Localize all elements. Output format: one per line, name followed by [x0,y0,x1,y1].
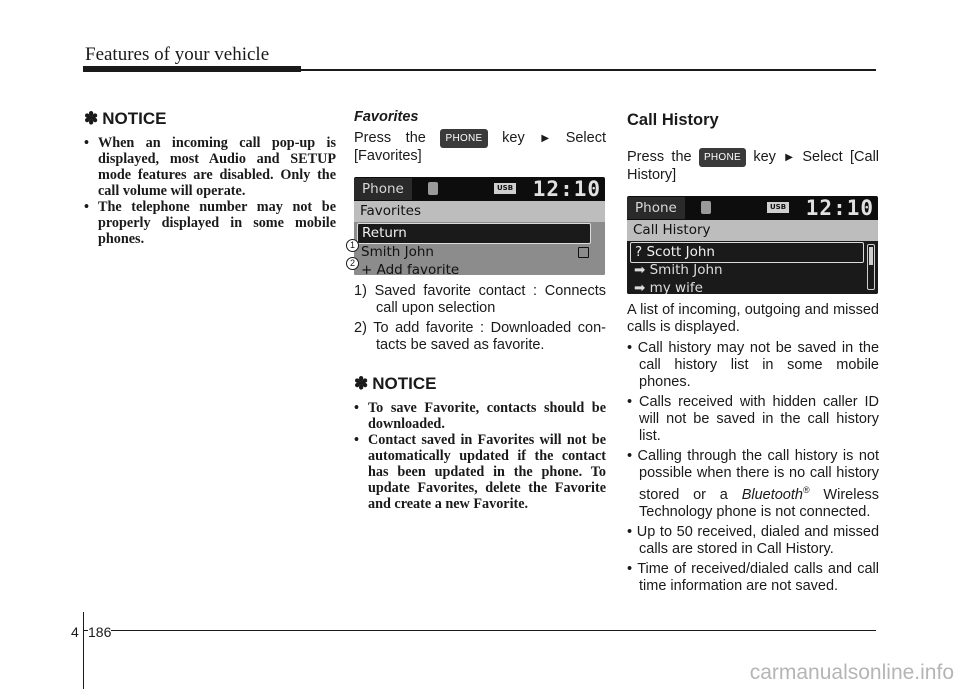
scrollbar-thumb[interactable] [869,247,873,265]
notice-heading [84,109,336,129]
header-rule-thin [301,69,876,71]
favorites-numbered-list [354,283,606,354]
call-history-instruction: Press the PHONE key ▶ Select [Call History] [627,149,880,183]
phone-book-icon [578,247,589,258]
notice-item: • Contact saved in Favorites will not be automatically updated if the contact has been updated in the phone. To update Favorites, delete the Favorite and create a new Favorite. [354,432,606,512]
note-item: • Up to 50 received, dialed and missed calls are stored in Call History. [627,523,880,557]
note-item: • Calling through the call history is not possible when there is no call history stored or a Bluetooth® Wireless Technology phone is not connected. [627,448,880,520]
arrow-right-icon: ▶ [785,152,793,163]
screen-status-bar [627,196,878,220]
phone-key-icon: PHONE [440,129,487,148]
callout-2: 2 [346,257,359,270]
notice-heading [354,374,606,394]
screen-row-contact[interactable]: ➡ Smith John [634,262,723,278]
screen-row-add[interactable]: + Add favorite [361,262,460,275]
notice-item: • When an incoming call pop-up is displayed, most Audio and SETUP mode features are disabled. Only the call volume will operate. [84,135,336,199]
page-header-title: Features of your vehicle [85,44,270,65]
call-history-screen [627,196,878,294]
notice-list [354,400,606,512]
favorites-instruction: Press the PHONE key ▶ Select [Favorites] [354,130,606,164]
notice-star-icon: ✽ [84,109,99,128]
bluetooth-icon [701,201,711,214]
favorites-screen [354,177,605,275]
arrow-right-icon: ▶ [541,133,550,144]
usb-icon: USB [494,183,516,194]
header-rule [83,66,301,72]
screen-app-label: Phone [627,197,685,219]
bluetooth-icon [428,182,438,195]
note-item: • Call history may not be saved in the call history list in some mobile phones. [627,340,880,390]
chapter-number: 4 [71,624,79,640]
screen-title: Favorites [354,201,605,222]
phone-key-icon: PHONE [699,148,746,167]
screen-row-contact-selected[interactable]: ? Scott John [630,242,864,263]
screen-row-contact[interactable]: ➡ my wife [634,280,703,294]
scrollbar[interactable] [867,244,875,290]
notice-label: NOTICE [102,109,167,128]
notice-star-icon: ✽ [354,374,369,393]
column-3 [627,109,879,598]
notice-item: • To save Favorite, contacts should be downloaded. [354,400,606,432]
notice-list [84,135,336,247]
screen-app-label: Phone [354,178,412,200]
column-2 [349,109,606,512]
bluetooth-brand: Bluetooth [741,486,803,503]
screen-clock: 12:10 [805,196,874,220]
usb-icon: USB [767,202,789,213]
screen-clock: 12:10 [532,177,601,201]
watermark: carmanualsonline.info [749,661,954,684]
notice-label: NOTICE [372,374,437,393]
note-item: • Time of received/dialed calls and call time information are not saved. [627,560,879,594]
section-heading-call-history: Call History [627,111,719,129]
screen-row-return[interactable]: Return [357,223,591,244]
call-history-description: A list of incoming, outgoing and missed calls is displayed. [627,302,879,335]
numbered-item: 2) To add favorite : Downloaded con- tacts be saved as favorite. [354,320,606,353]
footer-divider-vertical [83,612,84,689]
screen-status-bar [354,177,605,201]
section-heading-favorites: Favorites [354,109,419,125]
numbered-item: 1) Saved favorite contact : Connects call upon selection [354,283,606,316]
note-item: • Calls received with hidden caller ID will not be saved in the call history list. [627,394,880,444]
notice-item: • The telephone number may not be properly displayed in some mobile phones. [84,199,336,247]
page-number: 186 [88,624,112,640]
screen-title: Call History [627,220,878,241]
screen-row-contact[interactable]: Smith John [357,243,595,262]
footer-divider-horizontal [84,630,876,631]
callout-1: 1 [346,239,359,252]
column-1 [84,109,336,247]
call-history-notes [627,340,879,595]
